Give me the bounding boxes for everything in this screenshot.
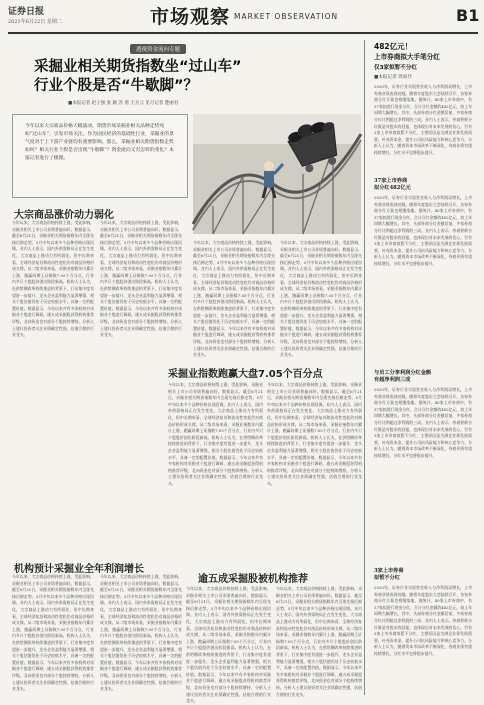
sidebar-paragraph-4: 2020年，证券行业实现营业收入与净利润双增长，上市券商业绩表现亮眼。随着年度股东大会陆续召开，各家券商分红方案也相继落地。据统计，40家上市券商中，有37家拟进行现金分红，合计分红金额约482亿元，较上年同期大幅增长。其中，头部券商分红金额居前，多家券商分红比例超过净利润的三成。业内人士表示，券商积极分红既是对股东的回报，也体现出对未来发展的信心。另有3家上市券商拟暂不分红，主要原因是为满足业务发展需要，补充资本金，提升公司抗风险能力和核心竞争力。分析人士认为，随着资本市场改革不断深化，券商业绩有望持续增长，分红水平也将稳步提升。 (374, 585, 472, 656)
subhead-institution-recommend: 逾五成采掘股被机构推荐 (198, 574, 308, 585)
sidebar-story (368, 40, 476, 695)
sidebar-title-amount: 482亿元！ (374, 42, 413, 51)
sidebar-byline: ■本报记者 周尚伃 (374, 75, 412, 80)
illustration-mining-cart (193, 114, 361, 234)
story-headline (34, 58, 334, 96)
sidebar-note-2: 拟分红482亿元 (374, 185, 411, 191)
column-3: 今年以来，大宗商品价格持续上涨，受此影响，采掘业相关上市公司业绩普遍向好。数据显示，截至6月21日，采掘业相关期货指数年内呈现先扬后抑走势，5月中旬以来多个品种价格出现回调。业内人士表示，国内外供需格局正在发生变化，大宗商品上涨动力有所弱化，但中长期来看，全球经济复苏和流动性宽松仍对商品价格形成支撑。从二级市场来看，采掘业指数年内累计上涨，跑赢同期上证指数7.05个百分点，行业内多只个股股价创出阶段新高。机构人士认为，在供给侧改革持续推进的背景下，行业集中度有望进一步提升，龙头企业盈利能力显著增强，相关个股估值仍处于历史较低水平，具备一定的配置价值。数据显示，今年以来共有多家机构对采掘业个股进行调研，逾五成采掘股获得机构推荐评级，北向资金也对部分个股持续增持。分析人士建议投资者关注业绩确定性强、估值合理的行业龙头。 (193, 240, 275, 358)
sidebar-paragraph-3: 2020年，证券行业实现营业收入与净利润双增长，上市券商业绩表现亮眼。随着年度股东大会陆续召开，各家券商分红方案也相继落地。据统计，40家上市券商中，有37家拟进行现金分红，合计分红金额约482亿元，较上年同期大幅增长。其中，头部券商分红金额居前，多家券商分红比例超过净利润的三成。业内人士表示，券商积极分红既是对股东的回报，也体现出对未来发展的信心。另有3家上市券商拟暂不分红，主要原因是为满足业务发展需要，补充资本金，提升公司抗风险能力和核心竞争力。分析人士认为，随着资本市场改革不断深化，券商业绩有望持续增长，分红水平也将稳步提升。 (374, 387, 472, 458)
issue-date: 2021年6月22日 星期二 (8, 19, 62, 25)
sidebar-note-4: 拟暂不分红 (374, 575, 400, 581)
column-10: 今年以来，大宗商品价格持续上涨，受此影响，采掘业相关上市公司业绩普遍向好。数据显示，截至6月21日，采掘业相关期货指数年内呈现先扬后抑走势，5月中旬以来多个品种价格出现回调。业内人士表示，国内外供需格局正在发生变化，大宗商品上涨动力有所弱化，但中长期来看，全球经济复苏和流动性宽松仍对商品价格形成支撑。从二级市场来看，采掘业指数年内累计上涨，跑赢同期上证指数7.05个百分点，行业内多只个股股价创出阶段新高。机构人士认为，在供给侧改革持续推进的背景下，行业集中度有望进一步提升，龙头企业盈利能力显著增强，相关个股估值仍处于历史较低水平，具备一定的配置价值。数据显示，今年以来共有多家机构对采掘业个股进行调研，逾五成采掘股获得机构推荐评级，北向资金也对部分个股持续增持。分析人士建议投资者关注业绩确定性强、估值合理的行业龙头。 (276, 586, 362, 697)
column-4: 今年以来，大宗商品价格持续上涨，受此影响，采掘业相关上市公司业绩普遍向好。数据显示，截至6月21日，采掘业相关期货指数年内呈现先扬后抑走势，5月中旬以来多个品种价格出现回调。业内人士表示，国内外供需格局正在发生变化，大宗商品上涨动力有所弱化，但中长期来看，全球经济复苏和流动性宽松仍对商品价格形成支撑。从二级市场来看，采掘业指数年内累计上涨，跑赢同期上证指数7.05个百分点，行业内多只个股股价创出阶段新高。机构人士认为，在供给侧改革持续推进的背景下，行业集中度有望进一步提升，龙头企业盈利能力显著增强，相关个股估值仍处于历史较低水平，具备一定的配置价值。数据显示，今年以来共有多家机构对采掘业个股进行调研，逾五成采掘股获得机构推荐评级，北向资金也对部分个股持续增持。分析人士建议投资者关注业绩确定性强、估值合理的行业龙头。 (280, 240, 362, 358)
summary-text: 今年以来大宗商品价格大幅波动，期货市场采掘业相关品种走势宛如“过山车”，引发市场关注。作为国民经济的基础性行业，采掘业的景气度对于上下游产业链均有重要影响。那么，采掘业相关期货指数走势如何？相关行业个股是否出现“牛歇脚”？资金流向又有怎样的变化？本报记者进行了梳理。 (25, 124, 174, 161)
column-2: 今年以来，大宗商品价格持续上涨，受此影响，采掘业相关上市公司业绩普遍向好。数据显示，截至6月21日，采掘业相关期货指数年内呈现先扬后抑走势，5月中旬以来多个品种价格出现回调。业内人士表示，国内外供需格局正在发生变化，大宗商品上涨动力有所弱化，但中长期来看，全球经济复苏和流动性宽松仍对商品价格形成支撑。从二级市场来看，采掘业指数年内累计上涨，跑赢同期上证指数7.05个百分点，行业内多只个股股价创出阶段新高。机构人士认为，在供给侧改革持续推进的背景下，行业集中度有望进一步提升，龙头企业盈利能力显著增强，相关个股估值仍处于历史较低水平，具备一定的配置价值。数据显示，今年以来共有多家机构对采掘业个股进行调研，逾五成采掘股获得机构推荐评级，北向资金也对部分个股持续增持。分析人士建议投资者关注业绩确定性强、估值合理的行业龙头。 (100, 220, 182, 338)
subhead-index-outperform: 采掘业指数跑赢大盘7.05个百分点 (168, 369, 323, 380)
sidebar-title-sub: 仅3家拟暂不分红 (374, 65, 418, 71)
headline-line-1: 采掘业相关期货指数坐“过山车” (34, 59, 242, 75)
subhead-commodity-momentum: 大宗商品涨价动力弱化 (14, 210, 114, 221)
main-story (8, 40, 363, 704)
subhead-profit-growth: 机构预计采掘业全年利润增长 (14, 564, 144, 575)
page-number: B1 (456, 6, 480, 25)
mining-cart-image (193, 114, 361, 234)
summary-box (12, 114, 188, 198)
sidebar-title-main: 上市券商拟大手笔分红 (374, 53, 440, 61)
newspaper-logo: 证券日报 (8, 7, 45, 17)
column-9: 今年以来，大宗商品价格持续上涨，受此影响，采掘业相关上市公司业绩普遍向好。数据显示，截至6月21日，采掘业相关期货指数年内呈现先扬后抑走势，5月中旬以来多个品种价格出现回调。业内人士表示，国内外供需格局正在发生变化，大宗商品上涨动力有所弱化，但中长期来看，全球经济复苏和流动性宽松仍对商品价格形成支撑。从二级市场来看，采掘业指数年内累计上涨，跑赢同期上证指数7.05个百分点，行业内多只个股股价创出阶段新高。机构人士认为，在供给侧改革持续推进的背景下，行业集中度有望进一步提升，龙头企业盈利能力显著增强，相关个股估值仍处于历史较低水平，具备一定的配置价值。数据显示，今年以来共有多家机构对采掘业个股进行调研，逾五成采掘股获得机构推荐评级，北向资金也对部分个股持续增持。分析人士建议投资者关注业绩确定性强、估值合理的行业龙头。 (186, 586, 271, 704)
story-byline: ■本报记者 赵子强 张 颖 苏 倩 王方云 见习记者 楚丽君 (68, 101, 179, 106)
column-1: 今年以来，大宗商品价格持续上涨，受此影响，采掘业相关上市公司业绩普遍向好。数据显示，截至6月21日，采掘业相关期货指数年内呈现先扬后抑走势，5月中旬以来多个品种价格出现回调。业内人士表示，国内外供需格局正在发生变化，大宗商品上涨动力有所弱化，但中长期来看，全球经济复苏和流动性宽松仍对商品价格形成支撑。从二级市场来看，采掘业指数年内累计上涨，跑赢同期上证指数7.05个百分点，行业内多只个股股价创出阶段新高。机构人士认为，在供给侧改革持续推进的背景下，行业集中度有望进一步提升，龙头企业盈利能力显著增强，相关个股估值仍处于历史较低水平，具备一定的配置价值。数据显示，今年以来共有多家机构对采掘业个股进行调研，逾五成采掘股获得机构推荐评级，北向资金也对部分个股持续增持。分析人士建议投资者关注业绩确定性强、估值合理的行业龙头。 (12, 220, 94, 338)
masthead (0, 0, 484, 36)
masthead-rule (8, 32, 478, 34)
column-6: 今年以来，大宗商品价格持续上涨，受此影响，采掘业相关上市公司业绩普遍向好。数据显示，截至6月21日，采掘业相关期货指数年内呈现先扬后抑走势，5月中旬以来多个品种价格出现回调。业内人士表示，国内外供需格局正在发生变化，大宗商品上涨动力有所弱化，但中长期来看，全球经济复苏和流动性宽松仍对商品价格形成支撑。从二级市场来看，采掘业指数年内累计上涨，跑赢同期上证指数7.05个百分点，行业内多只个股股价创出阶段新高。机构人士认为，在供给侧改革持续推进的背景下，行业集中度有望进一步提升，龙头企业盈利能力显著增强，相关个股估值仍处于历史较低水平，具备一定的配置价值。数据显示，今年以来共有多家机构对采掘业个股进行调研，逾五成采掘股获得机构推荐评级，北向资金也对部分个股持续增持。分析人士建议投资者关注业绩确定性强、估值合理的行业龙头。 (267, 382, 362, 486)
column-divider (364, 40, 365, 695)
sidebar-subtitle-2: 有超净利润三成 (374, 377, 411, 383)
story-kicker: 透视资金流向专题 (130, 44, 186, 54)
sidebar-paragraph-2: 2020年，证券行业实现营业收入与净利润双增长，上市券商业绩表现亮眼。随着年度股东大会陆续召开，各家券商分红方案也相继落地。据统计，40家上市券商中，有37家拟进行现金分红，合计分红金额约482亿元，较上年同期大幅增长。其中，头部券商分红金额居前，多家券商分红比例超过净利润的三成。业内人士表示，券商积极分红既是对股东的回报，也体现出对未来发展的信心。另有3家上市券商拟暂不分红，主要原因是为满足业务发展需要，补充资本金，提升公司抗风险能力和核心竞争力。分析人士认为，随着资本市场改革不断深化，券商业绩有望持续增长，分红水平也将稳步提升。 (374, 195, 472, 266)
column-7: 今年以来，大宗商品价格持续上涨，受此影响，采掘业相关上市公司业绩普遍向好。数据显示，截至6月21日，采掘业相关期货指数年内呈现先扬后抑走势，5月中旬以来多个品种价格出现回调。业内人士表示，国内外供需格局正在发生变化，大宗商品上涨动力有所弱化，但中长期来看，全球经济复苏和流动性宽松仍对商品价格形成支撑。从二级市场来看，采掘业指数年内累计上涨，跑赢同期上证指数7.05个百分点，行业内多只个股股价创出阶段新高。机构人士认为，在供给侧改革持续推进的背景下，行业集中度有望进一步提升，龙头企业盈利能力显著增强，相关个股估值仍处于历史较低水平，具备一定的配置价值。数据显示，今年以来共有多家机构对采掘业个股进行调研，逾五成采掘股获得机构推荐评级，北向资金也对部分个股持续增持。分析人士建议投资者关注业绩确定性强、估值合理的行业龙头。 (12, 574, 94, 692)
section-title-english: MARKET OBSERVATION (234, 12, 339, 21)
column-8: 今年以来，大宗商品价格持续上涨，受此影响，采掘业相关上市公司业绩普遍向好。数据显示，截至6月21日，采掘业相关期货指数年内呈现先扬后抑走势，5月中旬以来多个品种价格出现回调。业内人士表示，国内外供需格局正在发生变化，大宗商品上涨动力有所弱化，但中长期来看，全球经济复苏和流动性宽松仍对商品价格形成支撑。从二级市场来看，采掘业指数年内累计上涨，跑赢同期上证指数7.05个百分点，行业内多只个股股价创出阶段新高。机构人士认为，在供给侧改革持续推进的背景下，行业集中度有望进一步提升，龙头企业盈利能力显著增强，相关个股估值仍处于历史较低水平，具备一定的配置价值。数据显示，今年以来共有多家机构对采掘业个股进行调研，逾五成采掘股获得机构推荐评级，北向资金也对部分个股持续增持。分析人士建议投资者关注业绩确定性强、估值合理的行业龙头。 (100, 574, 182, 692)
sidebar-note-3: 3家上市券商 (374, 568, 404, 574)
section-title: 市场观察 (150, 6, 231, 28)
headline-line-2: 行业个股是否“牛歇脚”？ (34, 78, 199, 94)
column-5: 今年以来，大宗商品价格持续上涨，受此影响，采掘业相关上市公司业绩普遍向好。数据显示，截至6月21日，采掘业相关期货指数年内呈现先扬后抑走势，5月中旬以来多个品种价格出现回调。业内人士表示，国内外供需格局正在发生变化，大宗商品上涨动力有所弱化，但中长期来看，全球经济复苏和流动性宽松仍对商品价格形成支撑。从二级市场来看，采掘业指数年内累计上涨，跑赢同期上证指数7.05个百分点，行业内多只个股股价创出阶段新高。机构人士认为，在供给侧改革持续推进的背景下，行业集中度有望进一步提升，龙头企业盈利能力显著增强，相关个股估值仍处于历史较低水平，具备一定的配置价值。数据显示，今年以来共有多家机构对采掘业个股进行调研，逾五成采掘股获得机构推荐评级，北向资金也对部分个股持续增持。分析人士建议投资者关注业绩确定性强、估值合理的行业龙头。 (168, 382, 263, 486)
sidebar-note-1: 37家上市券商 (374, 178, 408, 184)
sidebar-paragraph-1: 2020年，证券行业实现营业收入与净利润双增长，上市券商业绩表现亮眼。随着年度股东大会陆续召开，各家券商分红方案也相继落地。据统计，40家上市券商中，有37家拟进行现金分红，合计分红金额约482亿元，较上年同期大幅增长。其中，头部券商分红金额居前，多家券商分红比例超过净利润的三成。业内人士表示，券商积极分红既是对股东的回报，也体现出对未来发展的信心。另有3家上市券商拟暂不分红，主要原因是为满足业务发展需要，补充资本金，提升公司抗风险能力和核心竞争力。分析人士认为，随着资本市场改革不断深化，券商业绩有望持续增长，分红水平也将稳步提升。 (374, 84, 472, 155)
sidebar-subtitle-1: 与员工分享利润分红金额 (374, 370, 432, 376)
